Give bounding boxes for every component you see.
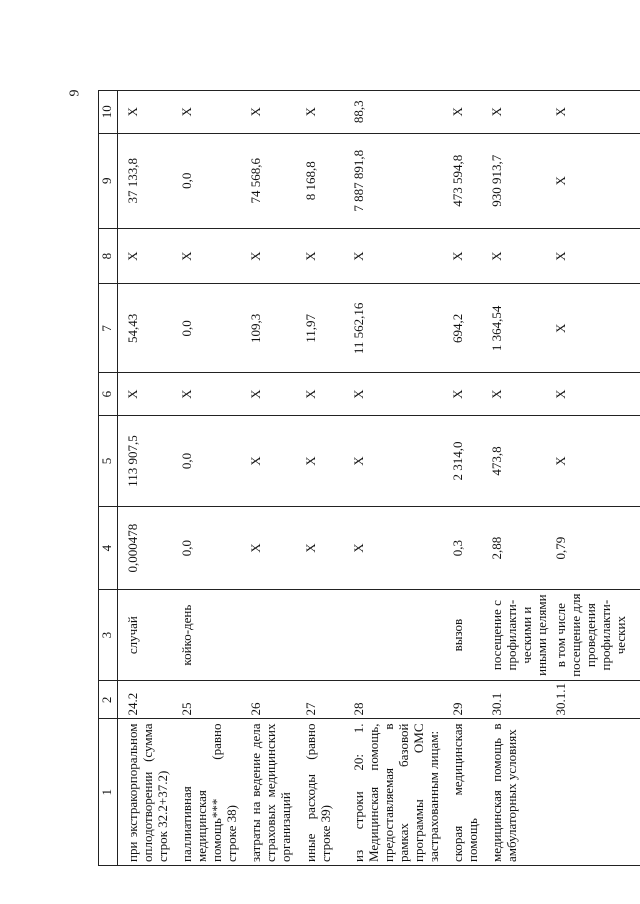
- table-cell: 2,88: [482, 507, 551, 590]
- table-cell: Х: [551, 284, 640, 373]
- table-cell: Х: [172, 373, 241, 415]
- table-cell: Х: [443, 373, 482, 415]
- table-row: [344, 91, 443, 866]
- column-header-6: 6: [99, 373, 118, 415]
- table-cell: 0,0: [172, 507, 241, 590]
- table-cell: Х: [172, 229, 241, 284]
- table-cell: Х: [241, 415, 296, 506]
- row-number: 28: [344, 681, 443, 719]
- row-label: из строки 20: 1. Медицинская помощь, предоставляемая в рамках базовой программы ОМС застрахованным лицам:: [344, 719, 443, 866]
- row-label: [551, 719, 640, 866]
- table-cell: 0,3: [443, 507, 482, 590]
- table-row: [443, 91, 482, 866]
- table-cell: Х: [241, 229, 296, 284]
- table-cell: 0,0: [172, 133, 241, 229]
- table-row: [296, 91, 344, 866]
- table-cell: Х: [296, 415, 344, 506]
- unit-cell: вызов: [443, 589, 482, 680]
- row-label: паллиативная медицинская помощь*** (равно строке 38): [172, 719, 241, 866]
- table-cell: Х: [172, 91, 241, 134]
- table-cell: Х: [296, 229, 344, 284]
- table-row: [241, 91, 296, 866]
- unit-cell: [241, 589, 296, 680]
- table-cell: 1 364,54: [482, 284, 551, 373]
- column-header-1: 1: [99, 719, 118, 866]
- column-header-4: 4: [99, 507, 118, 590]
- page-number: 9: [67, 89, 83, 97]
- column-header-8: 8: [99, 229, 118, 284]
- table-cell: 473,8: [482, 415, 551, 506]
- table-cell: 473 594,8: [443, 133, 482, 229]
- table-cell: 0,0: [172, 415, 241, 506]
- table-cell: Х: [296, 91, 344, 134]
- table-cell: Х: [551, 373, 640, 415]
- table-cell: Х: [241, 91, 296, 134]
- header-row: [99, 91, 118, 866]
- table-cell: Х: [551, 415, 640, 506]
- rotated-table-container: [98, 90, 628, 866]
- row-number: 25: [172, 681, 241, 719]
- table-cell: 88,3: [344, 91, 443, 134]
- table-cell: Х: [482, 373, 551, 415]
- row-number: 29: [443, 681, 482, 719]
- row-label: при экстракорпоральном оплодотворении (сумма строк 32.2+37.2): [118, 719, 173, 866]
- column-header-7: 7: [99, 284, 118, 373]
- table-cell: 74 568,6: [241, 133, 296, 229]
- unit-cell: в том числе посещение для проведения профилакти-ческих: [551, 589, 640, 680]
- table-cell: 11,97: [296, 284, 344, 373]
- column-header-5: 5: [99, 415, 118, 506]
- table-cell: Х: [344, 507, 443, 590]
- table-cell: 2 314,0: [443, 415, 482, 506]
- table-cell: Х: [296, 373, 344, 415]
- row-number: 26: [241, 681, 296, 719]
- table-cell: Х: [551, 133, 640, 229]
- table-cell: Х: [443, 91, 482, 134]
- column-header-9: 9: [99, 133, 118, 229]
- unit-cell: случай: [118, 589, 173, 680]
- table-cell: 0,000478: [118, 507, 173, 590]
- table-cell: 0,79: [551, 507, 640, 590]
- table-cell: Х: [296, 507, 344, 590]
- table-cell: Х: [443, 229, 482, 284]
- table-cell: 8 168,8: [296, 133, 344, 229]
- column-header-10: 10: [99, 91, 118, 134]
- row-label: затраты на ведение дела страховых медицинских организаций: [241, 719, 296, 866]
- row-number: 24.2: [118, 681, 173, 719]
- table-cell: 37 133,8: [118, 133, 173, 229]
- table-cell: Х: [118, 373, 173, 415]
- table-cell: Х: [241, 507, 296, 590]
- row-number: 30.1.1: [551, 681, 640, 719]
- row-label: скорая медицинская помощь: [443, 719, 482, 866]
- table-cell: Х: [118, 229, 173, 284]
- table-cell: Х: [344, 229, 443, 284]
- table-row: [172, 91, 241, 866]
- table-cell: Х: [482, 91, 551, 134]
- table-row: [482, 91, 551, 866]
- unit-cell: [296, 589, 344, 680]
- column-header-3: 3: [99, 589, 118, 680]
- unit-cell: койко-день: [172, 589, 241, 680]
- table-cell: 11 562,16: [344, 284, 443, 373]
- table-row: [551, 91, 640, 866]
- table-cell: 930 913,7: [482, 133, 551, 229]
- row-number: 27: [296, 681, 344, 719]
- column-header-2: 2: [99, 681, 118, 719]
- table-cell: Х: [551, 91, 640, 134]
- unit-cell: [344, 589, 443, 680]
- table-row: [118, 91, 173, 866]
- table-cell: 694,2: [443, 284, 482, 373]
- table-cell: 113 907,5: [118, 415, 173, 506]
- table-cell: Х: [344, 415, 443, 506]
- table-cell: 0,0: [172, 284, 241, 373]
- data-table: [98, 90, 640, 866]
- table-cell: Х: [241, 373, 296, 415]
- row-number: 30.1: [482, 681, 551, 719]
- table-cell: Х: [344, 373, 443, 415]
- table-cell: 54,43: [118, 284, 173, 373]
- table-cell: Х: [118, 91, 173, 134]
- table-cell: 109,3: [241, 284, 296, 373]
- table-cell: Х: [482, 229, 551, 284]
- table-cell: Х: [551, 229, 640, 284]
- row-label: медицинская помощь в амбулаторных условиях: [482, 719, 551, 866]
- unit-cell: посещение с профилакти-ческими и иными целями: [482, 589, 551, 680]
- table-cell: 7 887 891,8: [344, 133, 443, 229]
- row-label: иные расходы (равно строке 39): [296, 719, 344, 866]
